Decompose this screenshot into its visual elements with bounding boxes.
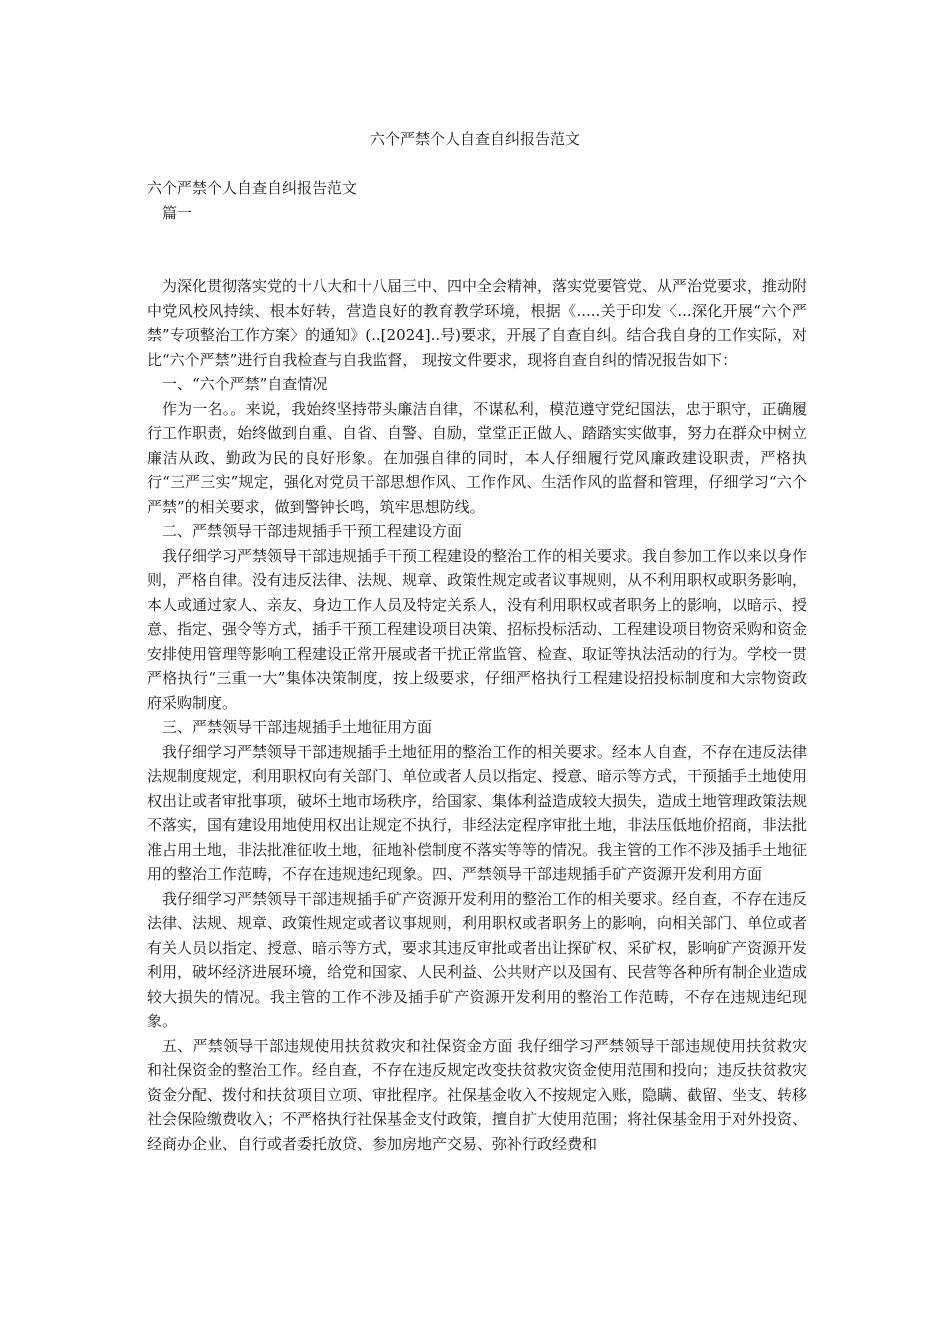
- section-paragraph-4: 我仔细学习严禁领导干部违规插手矿产资源开发利用的整治工作的相关要求。经自查，不存在违反法律、法规、规章、政策性规定或者议事规则，利用职权或者职务上的影响，向相关部门、单位或者有关人员以指定、授意、暗示等方式，要求其违反审批或者出让探矿权、采矿权，影响矿产资源开发利用，破坏经济进展环境，给党和国家、人民利益、公共财产以及国有、民营等各种所有制企业造成较大损失的情况。我主管的工作不涉及插手矿产资源开发利用的整治工作范畴，不存在违规违纪现象。: [147, 889, 808, 1030]
- section-paragraph-2: 我仔细学习严禁领导干部违规插手干预工程建设的整治工作的相关要求。我自参加工作以来以身作则，严格自律。没有违反法律、法规、规章、政策性规定或者议事规则，从不利用职权或职务影响，本人或通过家人、亲友、身边工作人员及特定关系人，没有利用职权或者职务上的影响，以暗示、授意、指定、强令等方式，插手干预工程建设项目决策、招标投标活动、工程建设项目物资采购和资金安排使用管理等影响工程建设正常开展或者干扰正常监管、检查、取证等执法活动的行为。学校一贯严格执行“三重一大”集体决策制度，按上级要求，仔细严格执行工程建设招投标制度和大宗物资政府采购制度。: [147, 546, 808, 712]
- section-paragraph-1: 作为一名。。来说，我始终坚持带头廉洁自律，不谋私利，模范遵守党纪国法，忠于职守，正确履行工作职责，始终做到自重、自省、自警、自励，堂堂正正做人、踏踏实实做事，努力在群众中树立廉洁从政、勤政为民的良好形象。在加强自律的同时，本人仔细履行党风廉政建设职责，严格执行“三严三实”规定，强化对党员干部思想作风、工作作风、生活作风的监督和管理，仔细学习“六个严禁”的相关要求，做到警钟长鸣，筑牢思想防线。: [147, 399, 808, 516]
- section-paragraph-5: 五、严禁领导干部违规使用扶贫救灾和社保资金方面 我仔细学习严禁领导干部违规使用扶贫救灾和社保资金的整治工作。经自查，不存在违反规定改变扶贫救灾资金使用范围和投向；违反扶贫救灾资金分配、拨付和扶贫项目立项、审批程序。社保基金收入不按规定入账，隐瞒、截留、坐支、转移社会保险缴费收入；不严格执行社保基金支付政策，擅自扩大使用范围；将社保基金用于对外投资、经商办企业、自行或者委托放贷、参加房地产交易、弥补行政经费和: [147, 1036, 808, 1153]
- document-title: 六个严禁个人自查自纠报告范文: [369, 130, 580, 148]
- section-paragraph-3: 我仔细学习严禁领导干部违规插手土地征用的整治工作的相关要求。经本人自查，不存在违反法律法规制度规定，利用职权向有关部门、单位或者人员以指定、授意、暗示等方式，干预插手土地使用权出让或者审批事项，破坏土地市场秩序，给国家、集体利益造成较大损失，造成土地管理政策法规不落实，国有建设用地使用权出让规定不执行，非经法定程序审批土地，非法压低地价招商，非法批准占用土地，非法批准征收土地，征地补偿制度不落实等等的情况。我主管的工作不涉及插手土地征用的整治工作范畴，不存在违规违纪现象。四、严禁领导干部违规插手矿产资源开发利用方面: [147, 742, 808, 883]
- paragraph-spacer: [147, 225, 807, 274]
- section-heading-1: 一、“六个严禁”自查情况: [162, 375, 328, 393]
- intro-paragraph: 为深化贯彻落实党的十八大和十八届三中、四中全会精神，落实党要管党、从严治党要求，推动附中党风校风持续、根本好转，营造良好的教育教学环境，根据《.....关于印发〈...深化开展“六个严禁”专项整治工作方案〉的通知》(..[2024]..号)要求，开展了自查自纠。结合我自身的工作实际，对比“六个严禁”进行自我检查与自我监督， 现按文件要求，现将自查自纠的情况报告如下：: [147, 277, 808, 369]
- document-body: [147, 176, 807, 1156]
- section-heading-2: 二、严禁领导干部违规插手干预工程建设方面: [162, 522, 463, 540]
- part-label: 篇一: [162, 203, 193, 222]
- document-subtitle: 六个严禁个人自查自纠报告范文: [147, 179, 358, 197]
- section-heading-3: 三、严禁领导干部违规插手土地征用方面: [162, 718, 433, 736]
